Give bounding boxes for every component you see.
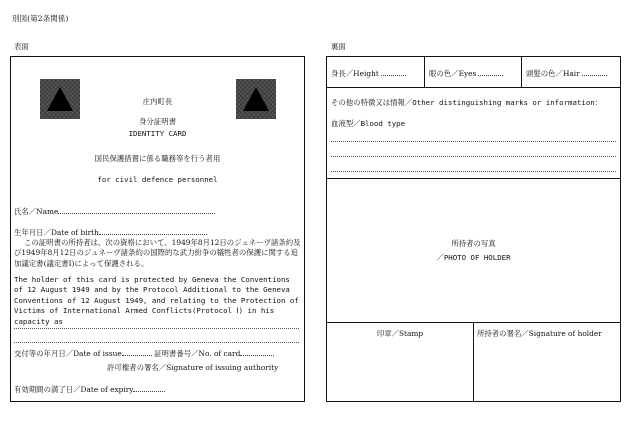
card-title-ja: 身分証明書 — [139, 117, 176, 126]
name-label: 氏名／Name — [14, 207, 59, 216]
front-heading: 表面 — [14, 42, 29, 51]
dob-entry-line — [99, 228, 207, 235]
dob-label: 生年月日／Date of birth — [14, 228, 99, 237]
eyes-label: 眼の色／Eyes — [429, 69, 477, 78]
photo-label-en: ／PHOTO OF HOLDER — [436, 253, 511, 262]
page-title: 別図(第2条関係) — [12, 14, 69, 23]
divider-photo — [327, 178, 620, 179]
hair-label: 頭髪の色／Hair — [526, 69, 580, 78]
card-number-entry-line — [240, 349, 274, 356]
divider-eyes — [424, 57, 425, 87]
card-number-label: 証明書番号／No. of card — [154, 349, 241, 358]
holder-signature-label: 所持者の署名／Signature of holder — [477, 329, 602, 338]
eyes-field — [429, 68, 503, 79]
other-info-line-2 — [331, 156, 616, 157]
issue-label: 交付等の年月日／Date of issue — [14, 349, 122, 358]
card-back — [326, 56, 621, 402]
eyes-entry-line — [478, 69, 503, 76]
capacity-line-1 — [14, 328, 299, 329]
card-title-en: IDENTITY CARD — [128, 129, 187, 138]
hair-entry-line — [582, 69, 607, 76]
blood-type-label: 血液型／Blood type — [331, 119, 406, 128]
card-front — [10, 56, 305, 402]
dob-field — [14, 227, 207, 238]
other-info-line-1 — [331, 141, 616, 142]
name-entry-line — [58, 207, 215, 214]
issuing-authority-signature-label: 許可権者の署名／Signature of issuing authority — [107, 363, 279, 372]
purpose-en: for civil defence personnel — [97, 175, 218, 184]
protection-statement-en: The holder of this card is protected by Geneva the Conventions of 12 August 1949 and by the Protocol Additional to the Geneva Conventions of 12 August 1949, and relating to the Protection of Victims of International Armed Conflicts(Protocol Ⅰ) in his capacity as — [14, 275, 299, 326]
height-field — [331, 68, 406, 79]
height-label: 身長／Height — [331, 69, 379, 78]
expiry-entry-line — [133, 385, 165, 392]
photo-label-ja: 所持者の写真 — [451, 239, 496, 248]
other-info-label: その他の特徴又は情報／Other distinguishing marks or information： — [331, 98, 603, 107]
divider-traits — [327, 87, 620, 88]
issue-field — [14, 348, 274, 359]
divider-hair — [521, 57, 522, 87]
name-field — [14, 206, 215, 217]
purpose-ja: 国民保護措置に係る職務等を行う者用 — [94, 154, 221, 163]
divider-stamp-signature — [473, 322, 474, 401]
capacity-line-2 — [14, 342, 299, 343]
expiry-field — [14, 384, 165, 395]
height-entry-line — [381, 69, 406, 76]
issue-entry-line — [122, 349, 152, 356]
other-info-line-3 — [331, 171, 616, 172]
expiry-label: 有効期間の満了日／Date of expiry — [14, 385, 134, 394]
protection-statement-ja: この証明書の所持者は、次の資格において、1949年8月12日のジュネーヴ諸条約及び1949年8月12日のジュネーヴ諸条約の国際的な武力紛争の犠牲者の保護に関する追加議定書(議定書Ⅰ)によって保護される。 — [14, 238, 301, 268]
back-heading: 裏面 — [331, 42, 346, 51]
issuer-name: 庄内町長 — [142, 97, 173, 106]
hair-field — [526, 68, 607, 79]
stamp-label: 印章／Stamp — [376, 329, 424, 338]
